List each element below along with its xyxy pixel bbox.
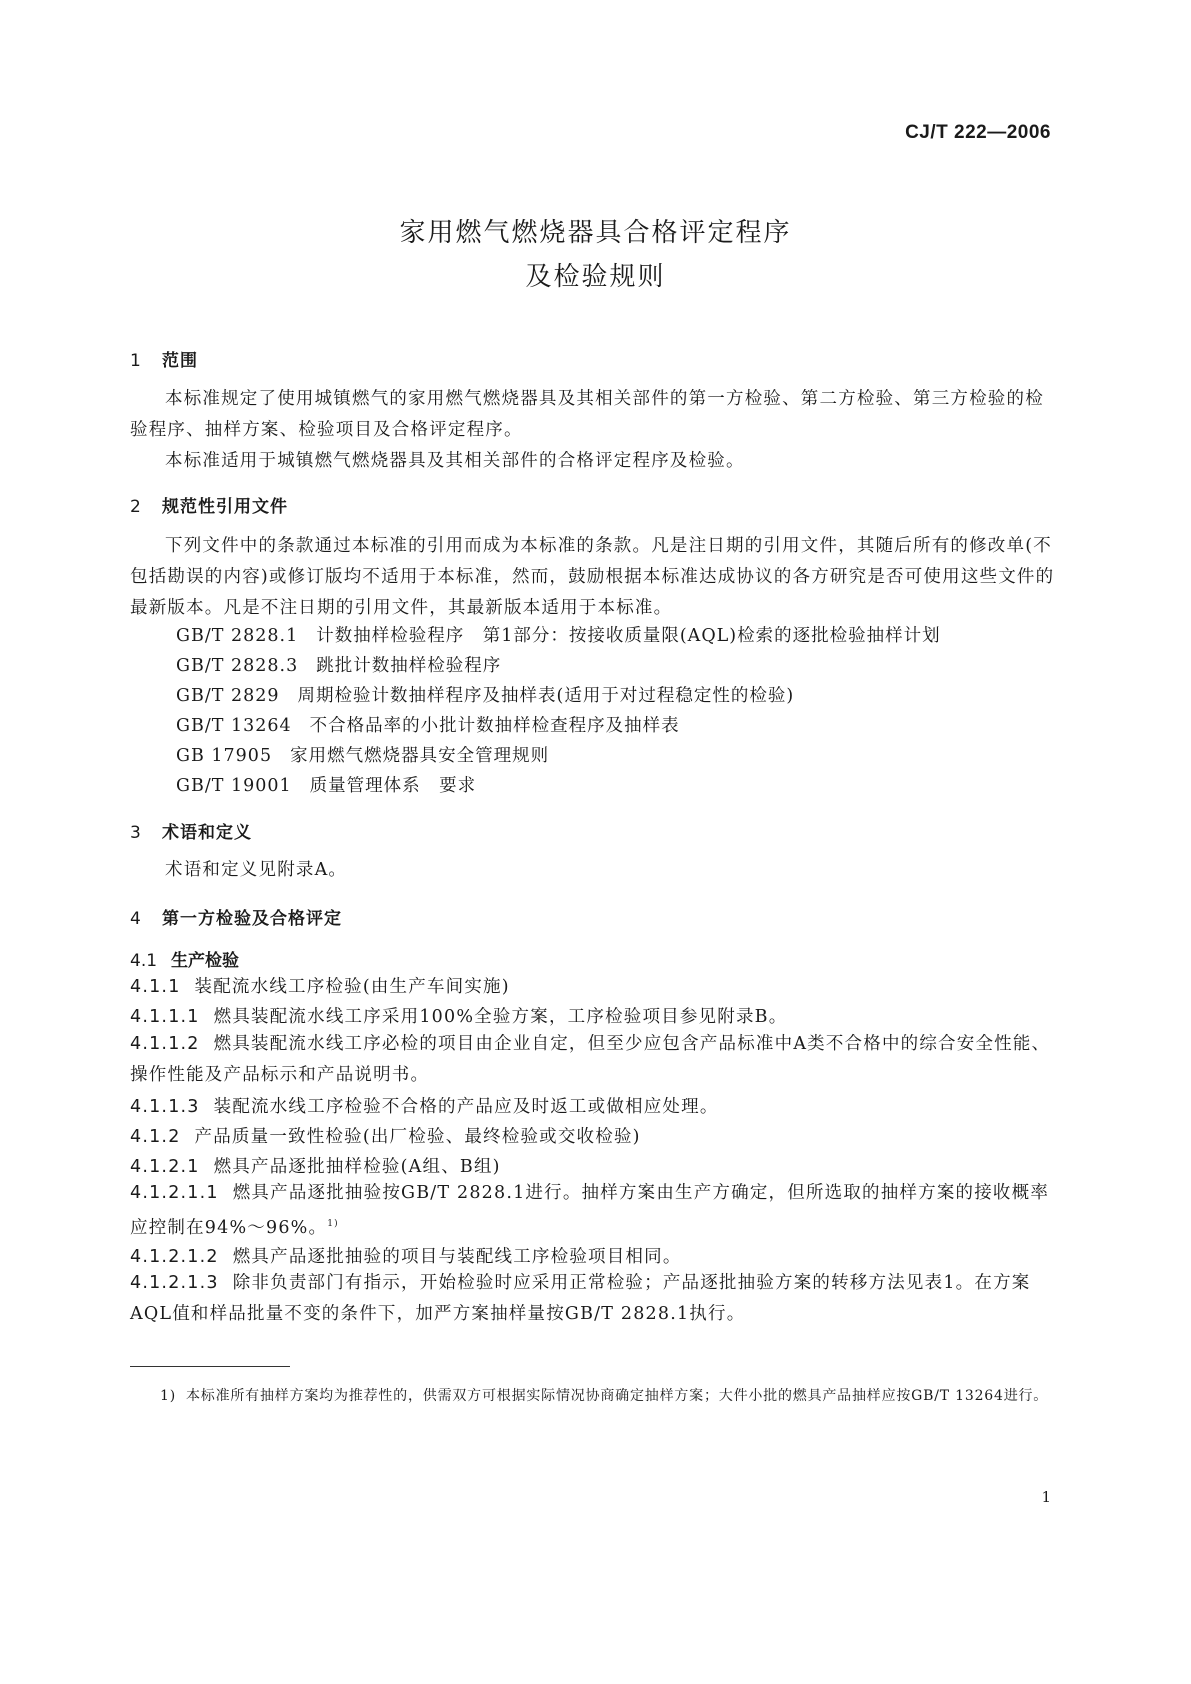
clause-text: 燃具装配流水线工序必检的项目由企业自定，但至少应包含产品标准中A类不合格中的综合安全性能、操作性能及产品标示和产品说明书。 xyxy=(130,1034,1051,1085)
section-number: 3 xyxy=(130,823,142,843)
clause-4-1-2-1-3 xyxy=(130,1268,1062,1330)
reference-name: 不合格品率的小批计数抽样检查程序及抽样表 xyxy=(309,716,680,736)
clause-4-1-1-2 xyxy=(130,1029,1062,1091)
section-number: 4.1.2 xyxy=(130,1127,181,1147)
section-title: 术语和定义 xyxy=(162,823,252,843)
paragraph-text: 术语和定义见附录A。 xyxy=(165,860,348,880)
paragraph-text: 下列文件中的条款通过本标准的引用而成为本标准的条款。凡是注日期的引用文件，其随后所有的修改单(不包括勘误的内容)或修订版均不适用于本标准，然而，鼓励根据本标准达成协议的各方研究是否可使用这些文件的最新版本。凡是不注日期的引用文件，其最新版本适用于本标准。 xyxy=(130,536,1055,618)
section-4-heading xyxy=(130,904,342,929)
reference-item xyxy=(176,682,794,707)
clause-4-1-1 xyxy=(130,973,510,998)
section-3-heading xyxy=(130,818,252,843)
subsection-4-1-heading xyxy=(130,946,239,971)
reference-item xyxy=(176,712,680,737)
section-1-paragraph-1 xyxy=(130,384,1062,446)
reference-name: 计数抽样检验程序 第1部分：按接收质量限(AQL)检索的逐批检验抽样计划 xyxy=(316,626,941,646)
section-number: 4.1.1.2 xyxy=(130,1034,200,1054)
section-title: 范围 xyxy=(162,351,198,371)
reference-code: GB 17905 xyxy=(176,746,273,766)
reference-name: 家用燃气燃烧器具安全管理规则 xyxy=(290,746,550,766)
section-number: 4.1.1 xyxy=(130,977,181,997)
clause-text: 燃具产品逐批抽验的项目与装配线工序检验项目相同。 xyxy=(232,1247,682,1267)
clause-4-1-2-1 xyxy=(130,1153,501,1178)
reference-code: GB/T 19001 xyxy=(176,776,292,796)
section-number: 4.1.2.1.1 xyxy=(130,1183,219,1203)
standard-number: CJ/T 222—2006 xyxy=(905,122,1051,143)
clause-text: 燃具装配流水线工序采用100%全验方案，工序检验项目参见附录B。 xyxy=(213,1007,788,1027)
reference-code: GB/T 2828.1 xyxy=(176,626,299,646)
clause-4-1-1-1 xyxy=(130,1003,787,1028)
clause-text: 燃具产品逐批抽样检验(A组、B组) xyxy=(213,1157,501,1177)
page-number: 1 xyxy=(1041,1488,1051,1506)
section-title: 第一方检验及合格评定 xyxy=(162,909,342,929)
section-1-heading xyxy=(130,346,198,371)
reference-code: GB/T 13264 xyxy=(176,716,292,736)
paragraph-text: 本标准规定了使用城镇燃气的家用燃气燃烧器具及其相关部件的第一方检验、第二方检验、第三方检验的检验程序、抽样方案、检验项目及合格评定程序。 xyxy=(130,389,1044,440)
section-2-paragraph-1 xyxy=(130,531,1062,624)
footnote-divider xyxy=(130,1366,290,1367)
clause-4-1-2 xyxy=(130,1123,641,1148)
section-2-heading xyxy=(130,492,288,517)
section-3-paragraph-1 xyxy=(130,855,1062,886)
reference-item xyxy=(176,622,941,647)
clause-4-1-1-3 xyxy=(130,1093,719,1118)
section-number: 2 xyxy=(130,497,142,517)
reference-item xyxy=(176,652,501,677)
footnote-reference: 1) xyxy=(327,1219,339,1229)
clause-text: 除非负责部门有指示，开始检验时应采用正常检验；产品逐批抽验方案的转移方法见表1。在方案AQL值和样品批量不变的条件下，加严方案抽样量按GB/T 2828.1执行。 xyxy=(130,1273,1031,1324)
reference-item xyxy=(176,742,549,767)
section-title: 规范性引用文件 xyxy=(162,497,288,517)
reference-item xyxy=(176,772,476,797)
paragraph-text: 本标准适用于城镇燃气燃烧器具及其相关部件的合格评定程序及检验。 xyxy=(165,451,745,471)
section-number: 4.1.2.1.3 xyxy=(130,1273,219,1293)
section-number: 4.1.1.1 xyxy=(130,1007,200,1027)
clause-4-1-2-1-2 xyxy=(130,1243,682,1268)
footnote-text: 本标准所有抽样方案均为推荐性的，供需双方可根据实际情况协商确定抽样方案；大件小批的燃具产品抽样应按GB/T 13264进行。 xyxy=(185,1388,1049,1404)
document-title-line2: 及检验规则 xyxy=(525,262,666,292)
section-title: 生产检验 xyxy=(171,951,240,971)
section-number: 1 xyxy=(130,351,142,371)
section-number: 4.1 xyxy=(130,951,158,971)
section-1-paragraph-2 xyxy=(130,446,1062,477)
reference-name: 周期检验计数抽样程序及抽样表(适用于对过程稳定性的检验) xyxy=(297,686,795,706)
reference-name: 跳批计数抽样检验程序 xyxy=(316,656,502,676)
clause-text: 燃具产品逐批抽验按GB/T 2828.1进行。抽样方案由生产方确定，但所选取的抽样方案的接收概率应控制在94%～96%。 xyxy=(130,1183,1050,1238)
section-number: 4.1.2.1.2 xyxy=(130,1247,219,1267)
footnote-mark: 1) xyxy=(160,1388,176,1404)
clause-text: 装配流水线工序检验不合格的产品应及时返工或做相应处理。 xyxy=(213,1097,719,1117)
footnote xyxy=(160,1382,1060,1410)
reference-code: GB/T 2828.3 xyxy=(176,656,299,676)
reference-name: 质量管理体系 要求 xyxy=(309,776,477,796)
section-number: 4.1.2.1 xyxy=(130,1157,200,1177)
clause-text: 产品质量一致性检验(出厂检验、最终检验或交收检验) xyxy=(194,1127,641,1147)
document-title-line1: 家用燃气燃烧器具合格评定程序 xyxy=(399,218,792,248)
reference-code: GB/T 2829 xyxy=(176,686,280,706)
section-number: 4 xyxy=(130,909,142,929)
clause-text: 装配流水线工序检验(由生产车间实施) xyxy=(194,977,510,997)
section-number: 4.1.1.3 xyxy=(130,1097,200,1117)
clause-4-1-2-1-1 xyxy=(130,1178,1062,1244)
